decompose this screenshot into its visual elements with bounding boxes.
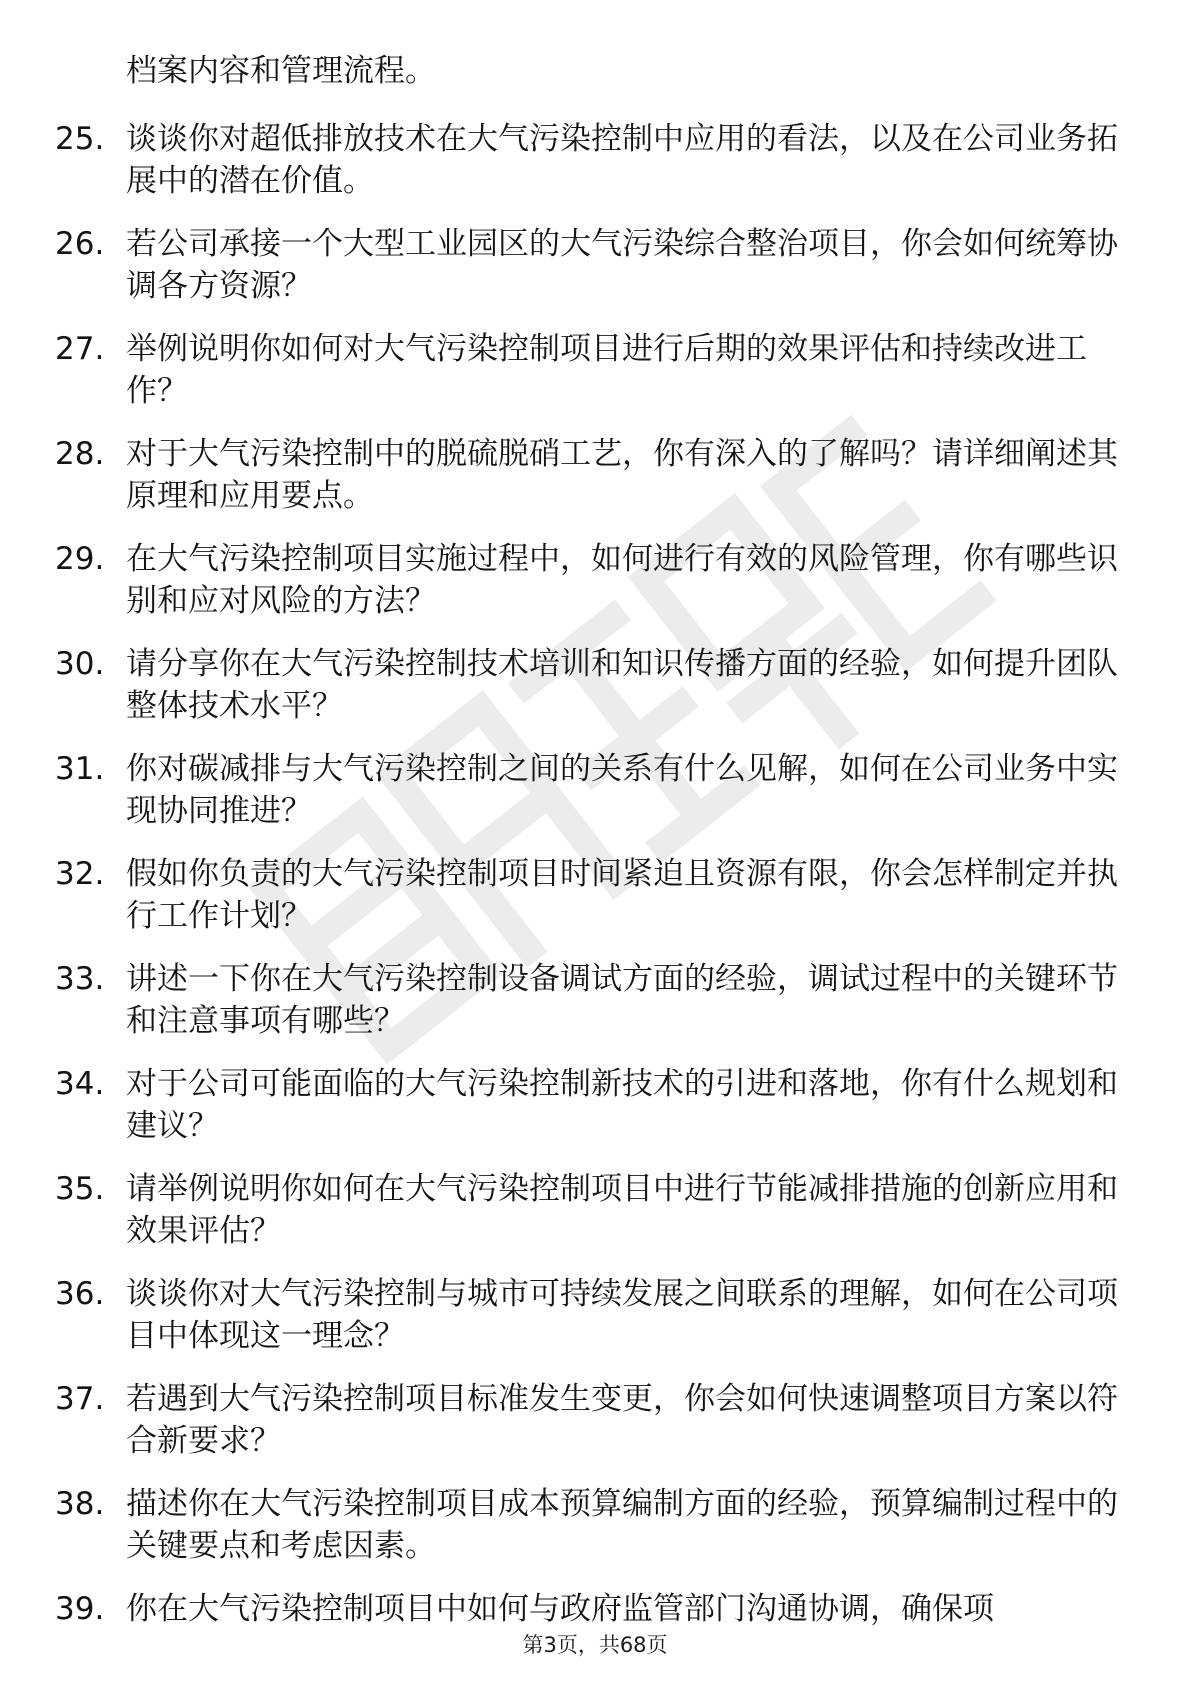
list-item <box>55 1168 1135 1252</box>
list-item <box>55 853 1135 937</box>
question-text: 谈谈你对超低排放技术在大气污染控制中应用的看法，以及在公司业务拓展中的潜在价值。 <box>126 121 1118 199</box>
list-item <box>55 1378 1135 1462</box>
question-number: 27. <box>55 331 105 367</box>
question-number: 39. <box>55 1591 105 1627</box>
question-text: 若遇到大气污染控制项目标准发生变更，你会如何快速调整项目方案以符合新要求？ <box>126 1381 1118 1459</box>
question-number: 26. <box>55 226 105 262</box>
list-item <box>55 1588 1135 1630</box>
list-item <box>55 538 1135 622</box>
question-number: 32. <box>55 856 105 892</box>
list-item <box>55 433 1135 517</box>
question-text: 请分享你在大气污染控制技术培训和知识传播方面的经验，如何提升团队整体技术水平？ <box>126 646 1118 724</box>
question-text: 在大气污染控制项目实施过程中，如何进行有效的风险管理，你有哪些识别和应对风险的方法？ <box>126 541 1118 619</box>
list-item <box>55 118 1135 202</box>
list-item <box>55 1483 1135 1567</box>
question-text: 讲述一下你在大气污染控制设备调试方面的经验，调试过程中的关键环节和注意事项有哪些？ <box>126 961 1118 1039</box>
continuation-text: 档案内容和管理流程。 <box>126 53 436 89</box>
question-number: 33. <box>55 961 105 997</box>
question-number: 34. <box>55 1066 105 1102</box>
question-number: 38. <box>55 1486 105 1522</box>
question-number: 36. <box>55 1276 105 1312</box>
question-number: 35. <box>55 1171 105 1207</box>
question-number: 25. <box>55 121 105 157</box>
list-item <box>55 1063 1135 1147</box>
question-text: 你在大气污染控制项目中如何与政府监管部门沟通协调，确保项 <box>126 1591 994 1627</box>
question-text: 若公司承接一个大型工业园区的大气污染综合整治项目，你会如何统筹协调各方资源？ <box>126 226 1118 304</box>
list-item <box>55 643 1135 727</box>
question-number: 31. <box>55 751 105 787</box>
question-text: 请举例说明你如何在大气污染控制项目中进行节能减排措施的创新应用和效果评估？ <box>126 1171 1118 1249</box>
question-text: 谈谈你对大气污染控制与城市可持续发展之间联系的理解，如何在公司项目中体现这一理念？ <box>126 1276 1118 1354</box>
question-text: 对于公司可能面临的大气污染控制新技术的引进和落地，你有什么规划和建议？ <box>126 1066 1118 1144</box>
question-text: 描述你在大气污染控制项目成本预算编制方面的经验，预算编制过程中的关键要点和考虑因素。 <box>126 1486 1118 1564</box>
list-item <box>55 748 1135 832</box>
page-footer: 第3页，共68页 <box>522 1633 668 1657</box>
list-item <box>55 1273 1135 1357</box>
question-text: 举例说明你如何对大气污染控制项目进行后期的效果评估和持续改进工作？ <box>126 331 1087 409</box>
list-item <box>55 223 1135 307</box>
question-number: 28. <box>55 436 105 472</box>
question-number: 29. <box>55 541 105 577</box>
question-text: 你对碳减排与大气污染控制之间的关系有什么见解，如何在公司业务中实现协同推进？ <box>126 751 1118 829</box>
question-text: 假如你负责的大气污染控制项目时间紧迫且资源有限，你会怎样制定并执行工作计划？ <box>126 856 1118 934</box>
list-item <box>55 958 1135 1042</box>
question-text: 对于大气污染控制中的脱硫脱硝工艺，你有深入的了解吗？请详细阐述其原理和应用要点。 <box>126 436 1118 514</box>
list-item <box>55 328 1135 412</box>
question-number: 30. <box>55 646 105 682</box>
question-list <box>55 118 1135 1651</box>
question-number: 37. <box>55 1381 105 1417</box>
